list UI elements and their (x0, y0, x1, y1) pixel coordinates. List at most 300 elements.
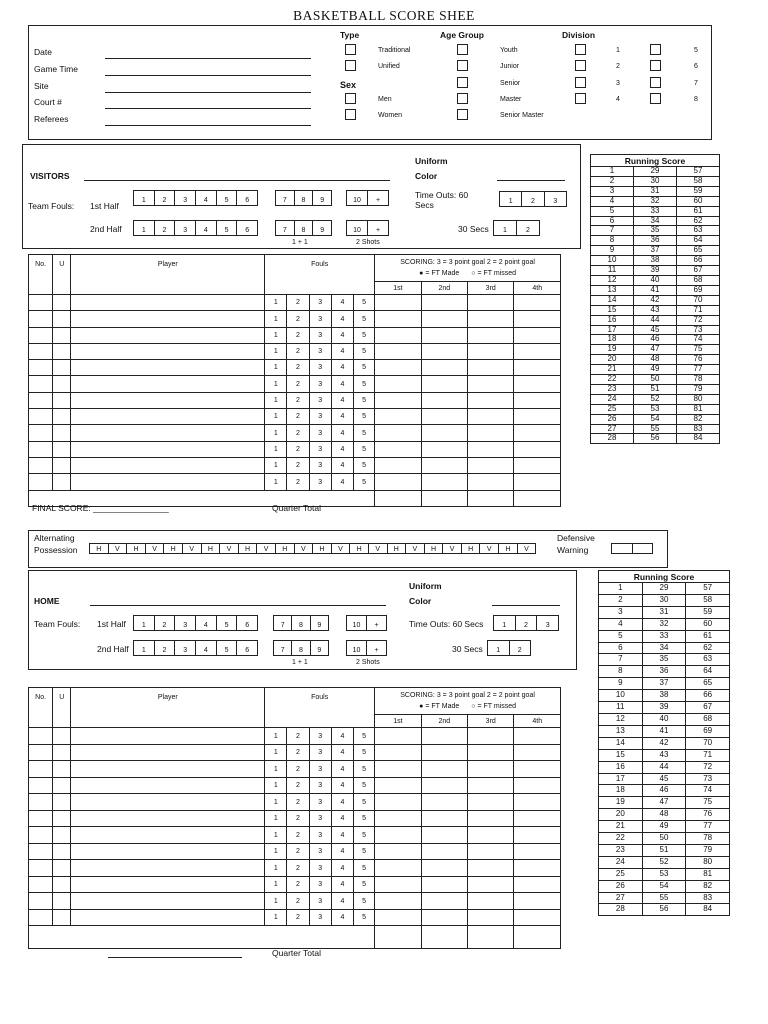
running-score-cell[interactable]: 38 (634, 256, 677, 266)
running-score-cell[interactable]: 49 (642, 821, 686, 833)
player-name-cell[interactable] (71, 876, 265, 893)
running-score-cell[interactable]: 33 (642, 630, 686, 642)
possession-cell[interactable]: H (276, 544, 295, 553)
possession-cell[interactable]: H (462, 544, 481, 553)
possession-cell[interactable]: H (425, 544, 444, 553)
quarter-score-cell[interactable] (468, 295, 514, 311)
running-score-cell[interactable]: 37 (642, 678, 686, 690)
uniform-cell[interactable] (53, 311, 71, 327)
foul-cell[interactable]: 1 (265, 441, 287, 457)
foul-cell[interactable]: 1 (265, 360, 287, 376)
quarter-score-cell[interactable] (514, 295, 561, 311)
running-score-cell[interactable]: 18 (599, 785, 643, 797)
quarter-score-cell[interactable] (375, 827, 421, 844)
quarter-score-cell[interactable] (421, 909, 467, 926)
running-score-cell[interactable]: 20 (591, 355, 634, 365)
foul-cell[interactable]: 4 (331, 827, 353, 844)
running-score-cell[interactable]: 13 (599, 725, 643, 737)
foul-cell[interactable]: 3 (309, 761, 331, 778)
quarter-score-cell[interactable] (375, 744, 421, 761)
quarter-score-cell[interactable] (514, 827, 561, 844)
quarter-score-cell[interactable] (375, 409, 421, 425)
foul-cell[interactable]: 4 (331, 392, 353, 408)
uniform-cell[interactable] (53, 392, 71, 408)
quarter-score-cell[interactable] (468, 893, 514, 910)
player-name-cell[interactable] (71, 794, 265, 811)
box-cell[interactable]: 1 (500, 192, 522, 206)
running-score-cell[interactable]: 24 (599, 856, 643, 868)
running-score-cell[interactable]: 82 (686, 880, 730, 892)
quarter-score-cell[interactable] (514, 343, 561, 359)
running-score-cell[interactable]: 79 (686, 844, 730, 856)
running-score-cell[interactable]: 23 (599, 844, 643, 856)
running-score-cell[interactable]: 77 (677, 365, 720, 375)
quarter-score-cell[interactable] (421, 876, 467, 893)
box-cell[interactable]: 10 (347, 616, 367, 630)
foul-cell[interactable]: 2 (287, 376, 309, 392)
running-score-cell[interactable]: 4 (599, 618, 643, 630)
box-cell[interactable]: 2 (155, 221, 176, 235)
foul-cell[interactable]: 3 (309, 311, 331, 327)
running-score-cell[interactable]: 45 (634, 325, 677, 335)
foul-cell[interactable]: 3 (309, 409, 331, 425)
foul-cell[interactable]: 3 (309, 810, 331, 827)
age-group-checkbox[interactable] (457, 93, 468, 104)
foul-cell[interactable]: 1 (265, 843, 287, 860)
running-score-cell[interactable]: 22 (599, 833, 643, 845)
quarter-score-cell[interactable] (375, 295, 421, 311)
quarter-score-cell[interactable] (468, 311, 514, 327)
foul-cell[interactable]: 2 (287, 909, 309, 926)
player-name-cell[interactable] (71, 295, 265, 311)
player-number-cell[interactable] (29, 909, 53, 926)
box-cell[interactable]: 8 (295, 221, 314, 235)
quarter-score-cell[interactable] (375, 728, 421, 745)
box-cell[interactable]: 6 (245, 197, 250, 204)
uniform-cell[interactable] (53, 441, 71, 457)
running-score-cell[interactable]: 61 (677, 206, 720, 216)
quarter-score-cell[interactable] (375, 457, 421, 473)
foul-cell[interactable]: 3 (309, 327, 331, 343)
box-cell[interactable]: 9 (317, 647, 322, 654)
box-cell[interactable]: 5 (217, 616, 238, 630)
running-score-cell[interactable]: 23 (591, 384, 634, 394)
quarter-score-cell[interactable] (375, 441, 421, 457)
uniform-cell[interactable] (53, 376, 71, 392)
running-score-cell[interactable]: 30 (634, 176, 677, 186)
possession-cell[interactable]: H (90, 544, 109, 553)
foul-cell[interactable]: 1 (265, 343, 287, 359)
running-score-cell[interactable]: 39 (634, 266, 677, 276)
quarter-score-cell[interactable] (468, 909, 514, 926)
foul-cell[interactable]: 2 (287, 392, 309, 408)
running-score-cell[interactable]: 19 (599, 797, 643, 809)
foul-cell[interactable]: 5 (354, 794, 375, 811)
player-name-cell[interactable] (71, 860, 265, 877)
running-score-cell[interactable]: 9 (599, 678, 643, 690)
running-score-cell[interactable]: 50 (634, 375, 677, 385)
foul-cell[interactable]: 2 (287, 295, 309, 311)
running-score-cell[interactable]: 65 (677, 246, 720, 256)
player-number-cell[interactable] (29, 744, 53, 761)
box-cell[interactable]: 4 (196, 641, 217, 655)
possession-cell[interactable]: V (332, 544, 351, 553)
uniform-cell[interactable] (53, 893, 71, 910)
quarter-score-cell[interactable] (468, 728, 514, 745)
running-score-cell[interactable]: 42 (642, 737, 686, 749)
running-score-cell[interactable]: 32 (642, 618, 686, 630)
running-score-cell[interactable]: 10 (591, 256, 634, 266)
running-score-cell[interactable]: 12 (591, 275, 634, 285)
player-name-cell[interactable] (71, 893, 265, 910)
quarter-score-cell[interactable] (421, 893, 467, 910)
running-score-cell[interactable]: 75 (686, 797, 730, 809)
running-score-cell[interactable]: 11 (591, 266, 634, 276)
field-input-line[interactable] (105, 75, 311, 76)
running-score-cell[interactable]: 38 (642, 690, 686, 702)
running-score-cell[interactable]: 21 (591, 365, 634, 375)
running-score-cell[interactable]: 65 (686, 678, 730, 690)
running-score-cell[interactable]: 81 (677, 404, 720, 414)
quarter-score-cell[interactable] (514, 810, 561, 827)
quarter-score-cell[interactable] (375, 876, 421, 893)
division-checkbox[interactable] (650, 44, 661, 55)
player-number-cell[interactable] (29, 827, 53, 844)
quarter-score-cell[interactable] (421, 392, 467, 408)
running-score-cell[interactable]: 47 (642, 797, 686, 809)
quarter-score-cell[interactable] (514, 311, 561, 327)
foul-cell[interactable]: 5 (354, 441, 375, 457)
possession-cell[interactable]: V (183, 544, 202, 553)
quarter-score-cell[interactable] (514, 794, 561, 811)
box-cell[interactable]: 1 (134, 191, 155, 205)
running-score-cell[interactable]: 15 (591, 305, 634, 315)
foul-cell[interactable]: 1 (265, 425, 287, 441)
running-score-cell[interactable]: 3 (591, 186, 634, 196)
running-score-cell[interactable]: 46 (634, 335, 677, 345)
foul-cell[interactable]: 4 (331, 843, 353, 860)
foul-cell[interactable]: 4 (331, 311, 353, 327)
running-score-cell[interactable]: 44 (634, 315, 677, 325)
running-score-cell[interactable]: 29 (642, 583, 686, 595)
foul-cell[interactable]: 4 (331, 860, 353, 877)
running-score-cell[interactable]: 63 (686, 654, 730, 666)
box-cell[interactable]: 3 (175, 641, 196, 655)
running-score-cell[interactable]: 6 (599, 642, 643, 654)
running-score-cell[interactable]: 35 (642, 654, 686, 666)
box-cell[interactable]: 7 (276, 191, 295, 205)
foul-cell[interactable]: 4 (331, 909, 353, 926)
quarter-score-cell[interactable] (468, 441, 514, 457)
running-score-cell[interactable]: 68 (677, 275, 720, 285)
running-score-cell[interactable]: 50 (642, 833, 686, 845)
running-score-cell[interactable]: 55 (634, 424, 677, 434)
running-score-cell[interactable]: 76 (686, 809, 730, 821)
running-score-cell[interactable]: 61 (686, 630, 730, 642)
uniform-cell[interactable] (53, 744, 71, 761)
quarter-score-cell[interactable] (421, 761, 467, 778)
running-score-cell[interactable]: 33 (634, 206, 677, 216)
player-number-cell[interactable] (29, 409, 53, 425)
running-score-cell[interactable]: 78 (677, 375, 720, 385)
quarter-score-cell[interactable] (421, 295, 467, 311)
box-cell[interactable]: 5 (217, 221, 238, 235)
running-score-cell[interactable]: 34 (642, 642, 686, 654)
age-group-checkbox[interactable] (457, 109, 468, 120)
uniform-cell[interactable] (53, 728, 71, 745)
foul-cell[interactable]: 1 (265, 794, 287, 811)
box-cell[interactable]: 3 (175, 616, 196, 630)
running-score-cell[interactable]: 16 (591, 315, 634, 325)
foul-cell[interactable]: 3 (309, 909, 331, 926)
running-score-cell[interactable]: 80 (677, 394, 720, 404)
running-score-cell[interactable]: 19 (591, 345, 634, 355)
box-cell[interactable]: 7 (274, 616, 292, 630)
running-score-cell[interactable]: 71 (686, 749, 730, 761)
quarter-score-cell[interactable] (468, 761, 514, 778)
box-cell[interactable]: 4 (196, 616, 217, 630)
running-score-cell[interactable]: 71 (677, 305, 720, 315)
quarter-score-cell[interactable] (514, 876, 561, 893)
running-score-cell[interactable]: 67 (686, 702, 730, 714)
player-number-cell[interactable] (29, 343, 53, 359)
running-score-cell[interactable]: 69 (677, 285, 720, 295)
player-number-cell[interactable] (29, 810, 53, 827)
player-number-cell[interactable] (29, 457, 53, 473)
running-score-cell[interactable]: 40 (634, 275, 677, 285)
running-score-cell[interactable]: 54 (634, 414, 677, 424)
foul-cell[interactable]: 3 (309, 474, 331, 490)
possession-cell[interactable]: V (443, 544, 462, 553)
running-score-cell[interactable]: 3 (599, 606, 643, 618)
running-score-cell[interactable]: 24 (591, 394, 634, 404)
running-score-cell[interactable]: 73 (677, 325, 720, 335)
foul-cell[interactable]: 4 (331, 409, 353, 425)
quarter-score-cell[interactable] (421, 425, 467, 441)
foul-cell[interactable]: 1 (265, 728, 287, 745)
quarter-score-cell[interactable] (421, 744, 467, 761)
box-cell[interactable]: 3 (553, 198, 558, 205)
running-score-cell[interactable]: 45 (642, 773, 686, 785)
running-score-cell[interactable]: 17 (599, 773, 643, 785)
running-score-cell[interactable]: 36 (634, 236, 677, 246)
player-name-cell[interactable] (71, 777, 265, 794)
foul-cell[interactable]: 4 (331, 893, 353, 910)
running-score-cell[interactable]: 31 (634, 186, 677, 196)
foul-cell[interactable]: 1 (265, 810, 287, 827)
box-cell[interactable]: + (374, 622, 379, 629)
player-number-cell[interactable] (29, 860, 53, 877)
running-score-cell[interactable]: 84 (686, 904, 730, 916)
running-score-cell[interactable]: 42 (634, 295, 677, 305)
quarter-score-cell[interactable] (514, 327, 561, 343)
quarter-score-cell[interactable] (514, 777, 561, 794)
box-cell[interactable]: + (375, 197, 381, 204)
foul-cell[interactable]: 5 (354, 810, 375, 827)
box-cell[interactable]: 1 (134, 641, 155, 655)
quarter-total-value[interactable] (421, 926, 467, 949)
foul-cell[interactable]: 5 (354, 860, 375, 877)
foul-cell[interactable]: 4 (331, 728, 353, 745)
running-score-cell[interactable]: 17 (591, 325, 634, 335)
quarter-total-value[interactable] (375, 926, 421, 949)
running-score-cell[interactable]: 69 (686, 725, 730, 737)
running-score-cell[interactable]: 55 (642, 892, 686, 904)
quarter-score-cell[interactable] (514, 425, 561, 441)
quarter-score-cell[interactable] (468, 327, 514, 343)
quarter-total-value[interactable] (375, 490, 421, 506)
type-checkbox[interactable] (345, 44, 356, 55)
foul-cell[interactable]: 5 (354, 360, 375, 376)
foul-cell[interactable]: 4 (331, 327, 353, 343)
foul-cell[interactable]: 2 (287, 441, 309, 457)
foul-cell[interactable]: 2 (287, 893, 309, 910)
running-score-cell[interactable]: 4 (591, 196, 634, 206)
box-cell[interactable]: 8 (292, 641, 310, 655)
box-cell[interactable]: 2 (517, 647, 522, 654)
running-score-cell[interactable]: 77 (686, 821, 730, 833)
foul-cell[interactable]: 4 (331, 777, 353, 794)
running-score-cell[interactable]: 12 (599, 713, 643, 725)
foul-cell[interactable]: 2 (287, 409, 309, 425)
player-number-cell[interactable] (29, 441, 53, 457)
running-score-cell[interactable]: 53 (634, 404, 677, 414)
player-number-cell[interactable] (29, 360, 53, 376)
box-cell[interactable]: 2 (155, 191, 176, 205)
player-number-cell[interactable] (29, 794, 53, 811)
foul-cell[interactable]: 5 (354, 761, 375, 778)
running-score-cell[interactable]: 67 (677, 266, 720, 276)
uniform-cell[interactable] (53, 860, 71, 877)
running-score-cell[interactable]: 51 (642, 844, 686, 856)
quarter-score-cell[interactable] (468, 425, 514, 441)
box-cell[interactable]: 10 (347, 221, 368, 235)
player-name-cell[interactable] (71, 843, 265, 860)
running-score-cell[interactable]: 26 (599, 880, 643, 892)
quarter-score-cell[interactable] (468, 457, 514, 473)
quarter-score-cell[interactable] (468, 376, 514, 392)
foul-cell[interactable]: 1 (265, 876, 287, 893)
possession-cell[interactable]: V (295, 544, 314, 553)
running-score-cell[interactable]: 52 (634, 394, 677, 404)
running-score-cell[interactable]: 84 (677, 434, 720, 444)
running-score-cell[interactable]: 72 (677, 315, 720, 325)
uniform-cell[interactable] (53, 794, 71, 811)
box-cell[interactable]: 6 (245, 227, 250, 234)
warning-box[interactable] (612, 544, 633, 553)
quarter-score-cell[interactable] (514, 909, 561, 926)
box-cell[interactable]: 2 (526, 227, 530, 234)
running-score-cell[interactable]: 70 (686, 737, 730, 749)
foul-cell[interactable]: 2 (287, 794, 309, 811)
running-score-cell[interactable]: 37 (634, 246, 677, 256)
running-score-cell[interactable]: 82 (677, 414, 720, 424)
quarter-score-cell[interactable] (375, 327, 421, 343)
box-cell[interactable]: 1 (494, 616, 516, 630)
foul-cell[interactable]: 3 (309, 777, 331, 794)
foul-cell[interactable]: 2 (287, 744, 309, 761)
division-checkbox[interactable] (650, 60, 661, 71)
quarter-score-cell[interactable] (375, 360, 421, 376)
running-score-cell[interactable]: 66 (677, 256, 720, 266)
foul-cell[interactable]: 3 (309, 376, 331, 392)
quarter-score-cell[interactable] (375, 909, 421, 926)
foul-cell[interactable]: 2 (287, 761, 309, 778)
foul-cell[interactable]: 1 (265, 327, 287, 343)
player-name-cell[interactable] (71, 392, 265, 408)
foul-cell[interactable]: 1 (265, 311, 287, 327)
quarter-score-cell[interactable] (514, 457, 561, 473)
player-name-cell[interactable] (71, 761, 265, 778)
running-score-cell[interactable]: 25 (591, 404, 634, 414)
running-score-cell[interactable]: 52 (642, 856, 686, 868)
box-cell[interactable]: 2 (155, 616, 176, 630)
running-score-cell[interactable]: 60 (677, 196, 720, 206)
foul-cell[interactable]: 3 (309, 843, 331, 860)
foul-cell[interactable]: 2 (287, 728, 309, 745)
running-score-cell[interactable]: 14 (591, 295, 634, 305)
running-score-cell[interactable]: 7 (591, 226, 634, 236)
foul-cell[interactable]: 2 (287, 827, 309, 844)
foul-cell[interactable]: 3 (309, 457, 331, 473)
player-name-cell[interactable] (71, 810, 265, 827)
quarter-score-cell[interactable] (468, 392, 514, 408)
player-number-cell[interactable] (29, 376, 53, 392)
running-score-cell[interactable]: 22 (591, 375, 634, 385)
running-score-cell[interactable]: 51 (634, 384, 677, 394)
uniform-cell[interactable] (53, 360, 71, 376)
quarter-score-cell[interactable] (514, 360, 561, 376)
foul-cell[interactable]: 1 (265, 376, 287, 392)
foul-cell[interactable]: 1 (265, 392, 287, 408)
running-score-cell[interactable]: 28 (599, 904, 643, 916)
age-group-checkbox[interactable] (457, 44, 468, 55)
foul-cell[interactable]: 2 (287, 343, 309, 359)
division-checkbox[interactable] (650, 93, 661, 104)
quarter-score-cell[interactable] (421, 360, 467, 376)
foul-cell[interactable]: 3 (309, 876, 331, 893)
box-cell[interactable]: 1 (488, 641, 510, 655)
running-score-cell[interactable]: 59 (677, 186, 720, 196)
quarter-score-cell[interactable] (421, 457, 467, 473)
running-score-cell[interactable]: 2 (591, 176, 634, 186)
uniform-cell[interactable] (53, 909, 71, 926)
quarter-score-cell[interactable] (421, 860, 467, 877)
quarter-score-cell[interactable] (421, 327, 467, 343)
foul-cell[interactable]: 5 (354, 474, 375, 490)
foul-cell[interactable]: 3 (309, 360, 331, 376)
foul-cell[interactable]: 1 (265, 860, 287, 877)
running-score-cell[interactable]: 83 (686, 892, 730, 904)
quarter-score-cell[interactable] (514, 893, 561, 910)
quarter-total-value[interactable] (468, 490, 514, 506)
quarter-score-cell[interactable] (375, 376, 421, 392)
running-score-cell[interactable]: 48 (642, 809, 686, 821)
possession-cell[interactable]: V (480, 544, 499, 553)
running-score-cell[interactable]: 72 (686, 761, 730, 773)
player-name-cell[interactable] (71, 409, 265, 425)
division-checkbox[interactable] (575, 93, 586, 104)
quarter-score-cell[interactable] (375, 810, 421, 827)
foul-cell[interactable]: 4 (331, 810, 353, 827)
quarter-score-cell[interactable] (468, 360, 514, 376)
player-name-cell[interactable] (71, 744, 265, 761)
running-score-cell[interactable]: 5 (591, 206, 634, 216)
uniform-cell[interactable] (53, 843, 71, 860)
uniform-cell[interactable] (53, 810, 71, 827)
uniform-cell[interactable] (53, 777, 71, 794)
foul-cell[interactable]: 3 (309, 728, 331, 745)
